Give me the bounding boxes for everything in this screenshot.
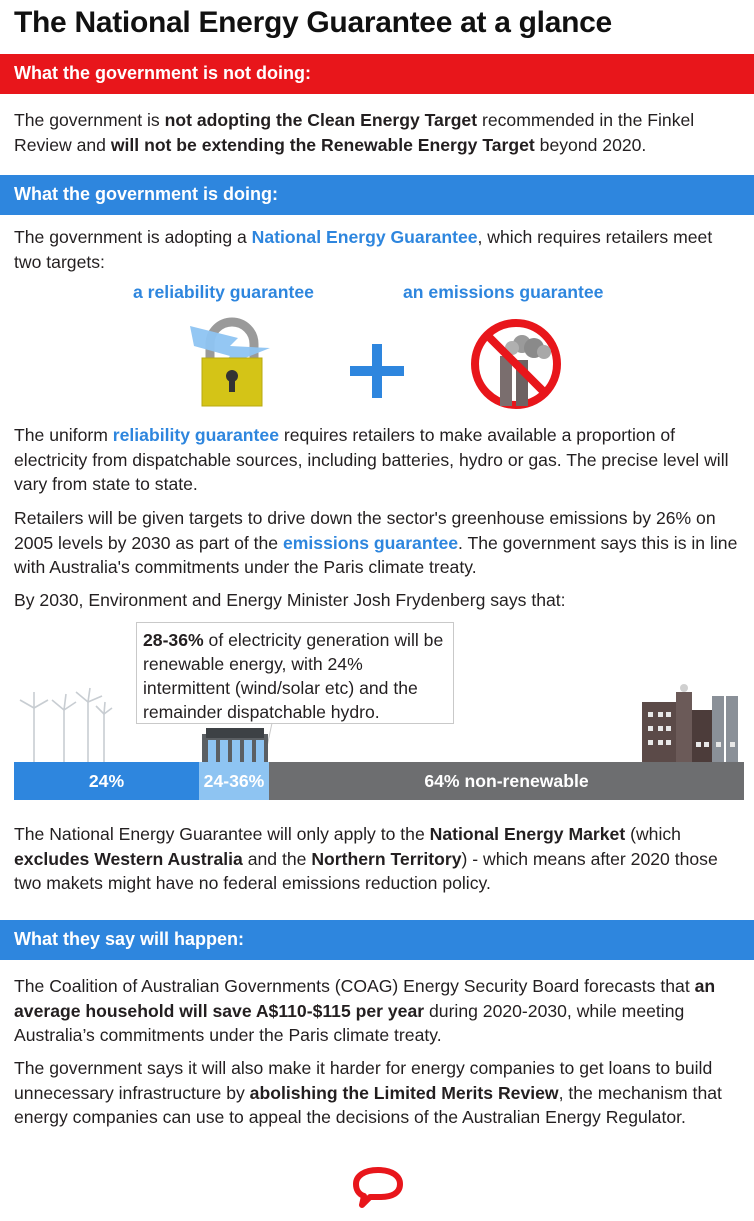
strip-intermittent: 24% <box>14 762 199 800</box>
section-heading-happen: What they say will happen: <box>0 920 754 960</box>
reliability-paragraph: The uniform reliability guarantee requires retailers to make available a proportion of electricity from dispatchable sources, including batteries, hydro or gas. The precise level will vary from state to state. <box>14 425 729 494</box>
coag-paragraph: The Coalition of Australian Governments (COAG) Energy Security Board forecasts that an average household will save A$110-$115 per year during 2020-2030, while meeting Australia’s commitments under the Paris climate treaty. <box>14 976 716 1045</box>
no-smokestack-icon <box>470 318 562 410</box>
by-2030-paragraph: By 2030, Environment and Energy Minister Josh Frydenberg says that: <box>14 590 566 610</box>
limited-merits-paragraph: The government says it will also make it harder for energy companies to get loans to build unnecessary infrastructure by abolishing the Limited Merits Review, the mechanism that energy companies can use to appeal the decisions of the Australian Energy Regulator. <box>14 1058 722 1127</box>
page-title: The National Energy Guarantee at a glance <box>14 6 612 39</box>
section-heading-not-doing: What the government is not doing: <box>0 54 754 94</box>
factory-icon <box>640 682 744 764</box>
emissions-guarantee-label: an emissions guarantee <box>403 282 604 302</box>
hydro-dam-icon <box>200 726 270 764</box>
reliability-guarantee-label: a reliability guarantee <box>133 282 314 302</box>
renewable-callout: 28-36% of electricity generation will be renewable energy, with 24% intermittent (wind/solar etc) and the remainder dispatchable hydro. <box>136 622 454 724</box>
conversation-logo-icon <box>352 1166 404 1208</box>
emissions-paragraph: Retailers will be given targets to drive down the sector's greenhouse emissions by 26% on 2005 levels by 2030 as part of the emissions guarantee. The government says this is in line with Australia's commitments under the Paris climate treaty. <box>14 508 738 577</box>
padlock-lightning-icon <box>190 316 280 408</box>
doing-intro-paragraph: The government is adopting a National Energy Guarantee, which requires retailers meet two targets: <box>14 227 713 272</box>
strip-hydro: 24-36% <box>199 762 269 800</box>
nem-paragraph: The National Energy Guarantee will only apply to the National Energy Market (which excludes Western Australia and the Northern Territory) - which means after 2020 those two makets might have no federal emissions reduction policy. <box>14 824 718 893</box>
plus-icon <box>350 344 404 398</box>
section-heading-doing: What the government is doing: <box>0 175 754 215</box>
not-doing-paragraph: The government is not adopting the Clean Energy Target recommended in the Finkel Review and will not be extending the Renewable Energy Target beyond 2020. <box>14 110 695 155</box>
wind-turbines-icon <box>14 688 114 764</box>
strip-nonrenewable: 64% non-renewable <box>269 762 744 800</box>
